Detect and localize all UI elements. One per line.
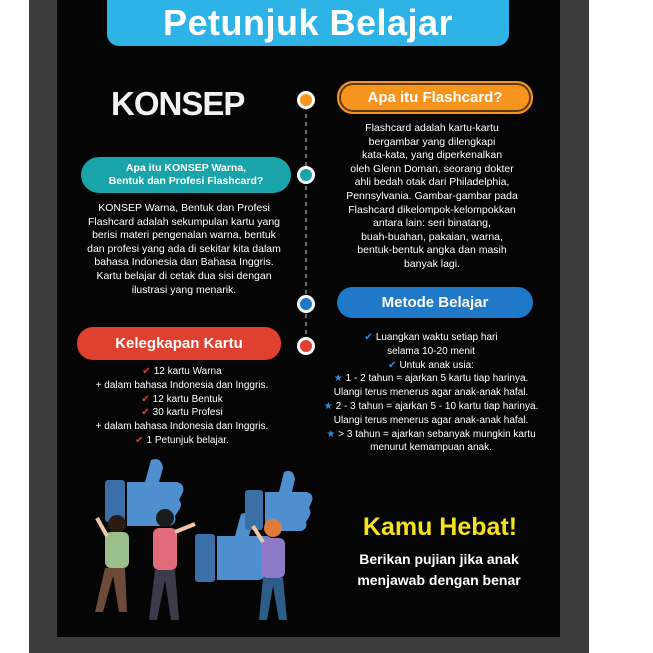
metode-heading: Metode Belajar (337, 287, 533, 318)
timeline-dot-teal (297, 166, 315, 184)
poster (57, 0, 560, 637)
closing-message (319, 549, 559, 591)
check-icon: ✔ (142, 366, 151, 377)
check-icon: ✔ (135, 434, 144, 446)
flashcard-line: Flashcard adalah kartu-kartu (365, 122, 499, 134)
metode-list (301, 331, 560, 455)
metode-item (301, 386, 560, 400)
star-icon: ★ (323, 400, 333, 412)
kelengkapan-item-text: + dalam bahasa Indonesia dan Inggris. (95, 379, 269, 391)
metode-item (301, 428, 560, 442)
closing-headline: Kamu Hebat! (362, 513, 518, 541)
kelengkapan-item-text: 30 kartu Profesi (152, 407, 223, 419)
konsep-line: berisi materi pengenalan warna, bentuk (92, 229, 276, 242)
flashcard-line: Flashcard dikelompok-kelompokkan (348, 203, 516, 216)
konsep-heading (81, 157, 291, 193)
flashcard-line: ahli bedah otak dari Philadelphia, (354, 176, 510, 189)
kelengkapan-item (57, 365, 307, 379)
metode-item-text: Luangkan waktu setiap hari (375, 332, 498, 343)
child-figure (95, 515, 129, 612)
kelengkapan-item (57, 406, 307, 420)
kelengkapan-item (57, 420, 307, 434)
timeline-dot-blue (297, 295, 315, 313)
closing-line2: menjawab dengan benar (357, 572, 521, 588)
kelengkapan-item-text: + dalam bahasa Indonesia dan Inggris. (95, 421, 269, 433)
metode-item-text: Ulangi terus menerus agar anak-anak hafal. (333, 414, 529, 426)
title-banner (107, 0, 509, 46)
page-title: Petunjuk Belajar (162, 2, 454, 43)
kelengkapan-item (57, 393, 307, 407)
metode-item (301, 359, 560, 373)
metode-item (301, 441, 560, 455)
kelengkapan-list (57, 365, 307, 448)
konsep-line: bahasa Indonesia dan Bahasa Inggris. (94, 256, 274, 269)
flashcard-line: Pennsylvania. Gambar-gambar pada (346, 189, 518, 202)
flashcard-line: banyak lagi. (403, 257, 461, 270)
kelengkapan-item (57, 434, 307, 448)
star-icon: ★ (326, 428, 336, 440)
flashcard-line: antara lain: seri binatang, (373, 217, 491, 230)
metode-item-text: menurut kemampuan anak. (370, 442, 492, 454)
metode-item (301, 414, 560, 428)
konsep-line: KONSEP Warna, Bentuk dan Profesi (98, 202, 270, 214)
closing-line1: Berikan pujian jika anak (359, 551, 519, 567)
metode-item-text: 2 - 3 tahun = ajarkan 5 - 10 kartu tiap harinya. (335, 400, 539, 412)
flashcard-line: bentuk-bentuk angka dan masih (357, 244, 507, 257)
flashcard-line: oleh Glenn Doman, seorang dokter (350, 162, 514, 175)
flashcard-line: bergambar yang dilengkapi (368, 135, 496, 148)
metode-item-text: > 3 tahun = ajarkan sebanyak mungkin kartu (338, 428, 536, 440)
metode-item (301, 372, 560, 386)
kelengkapan-item (57, 379, 307, 393)
metode-item-text: Untuk anak usia: (399, 359, 474, 371)
metode-item-text: 1 - 2 tahun = ajarkan 5 kartu tiap harinya. (345, 373, 529, 385)
star-icon: ★ (333, 373, 343, 385)
konsep-heading-line2: Bentuk dan Profesi Flashcard? (108, 175, 264, 187)
kelengkapan-item-text: 12 kartu Bentuk (152, 393, 223, 405)
thumbs-up-illustration (77, 452, 317, 632)
check-icon: ✔ (388, 359, 397, 371)
metode-item-text: Ulangi terus menerus agar anak-anak hafal. (333, 387, 529, 399)
check-icon: ✔ (141, 407, 150, 419)
flashcard-line: kata-kata, yang diperkenalkan (361, 149, 503, 162)
check-icon: ✔ (364, 332, 373, 343)
konsep-line: Kartu belajar di cetak dua sisi dengan (96, 269, 272, 282)
konsep-logo: KONSEP (111, 85, 245, 122)
metode-item (301, 345, 560, 359)
metode-item-text: selama 10-20 menit (387, 345, 475, 357)
timeline-dot-orange (297, 91, 315, 109)
konsep-line: Flashcard adalah sekumpulan kartu yang (87, 215, 281, 228)
check-icon: ✔ (141, 393, 150, 405)
flashcard-line: buah-buahan, pakaian, warna, (361, 230, 503, 243)
konsep-line: dan profesi yang ada di sekitar kita dalam (87, 242, 281, 255)
flashcard-heading: Apa itu Flashcard? (337, 81, 533, 114)
metode-item (301, 331, 560, 345)
konsep-description (67, 202, 301, 297)
metode-item (301, 400, 560, 414)
konsep-line: ilustrasi yang menarik. (131, 283, 237, 296)
kelengkapan-item-text: 12 kartu Warna (153, 366, 222, 377)
konsep-heading-line1: Apa itu KONSEP Warna, (125, 162, 247, 174)
kelengkapan-heading: Kelegkapan Kartu (77, 327, 281, 360)
flashcard-description (319, 122, 545, 272)
kelengkapan-item-text: 1 Petunjuk belajar. (146, 434, 229, 446)
